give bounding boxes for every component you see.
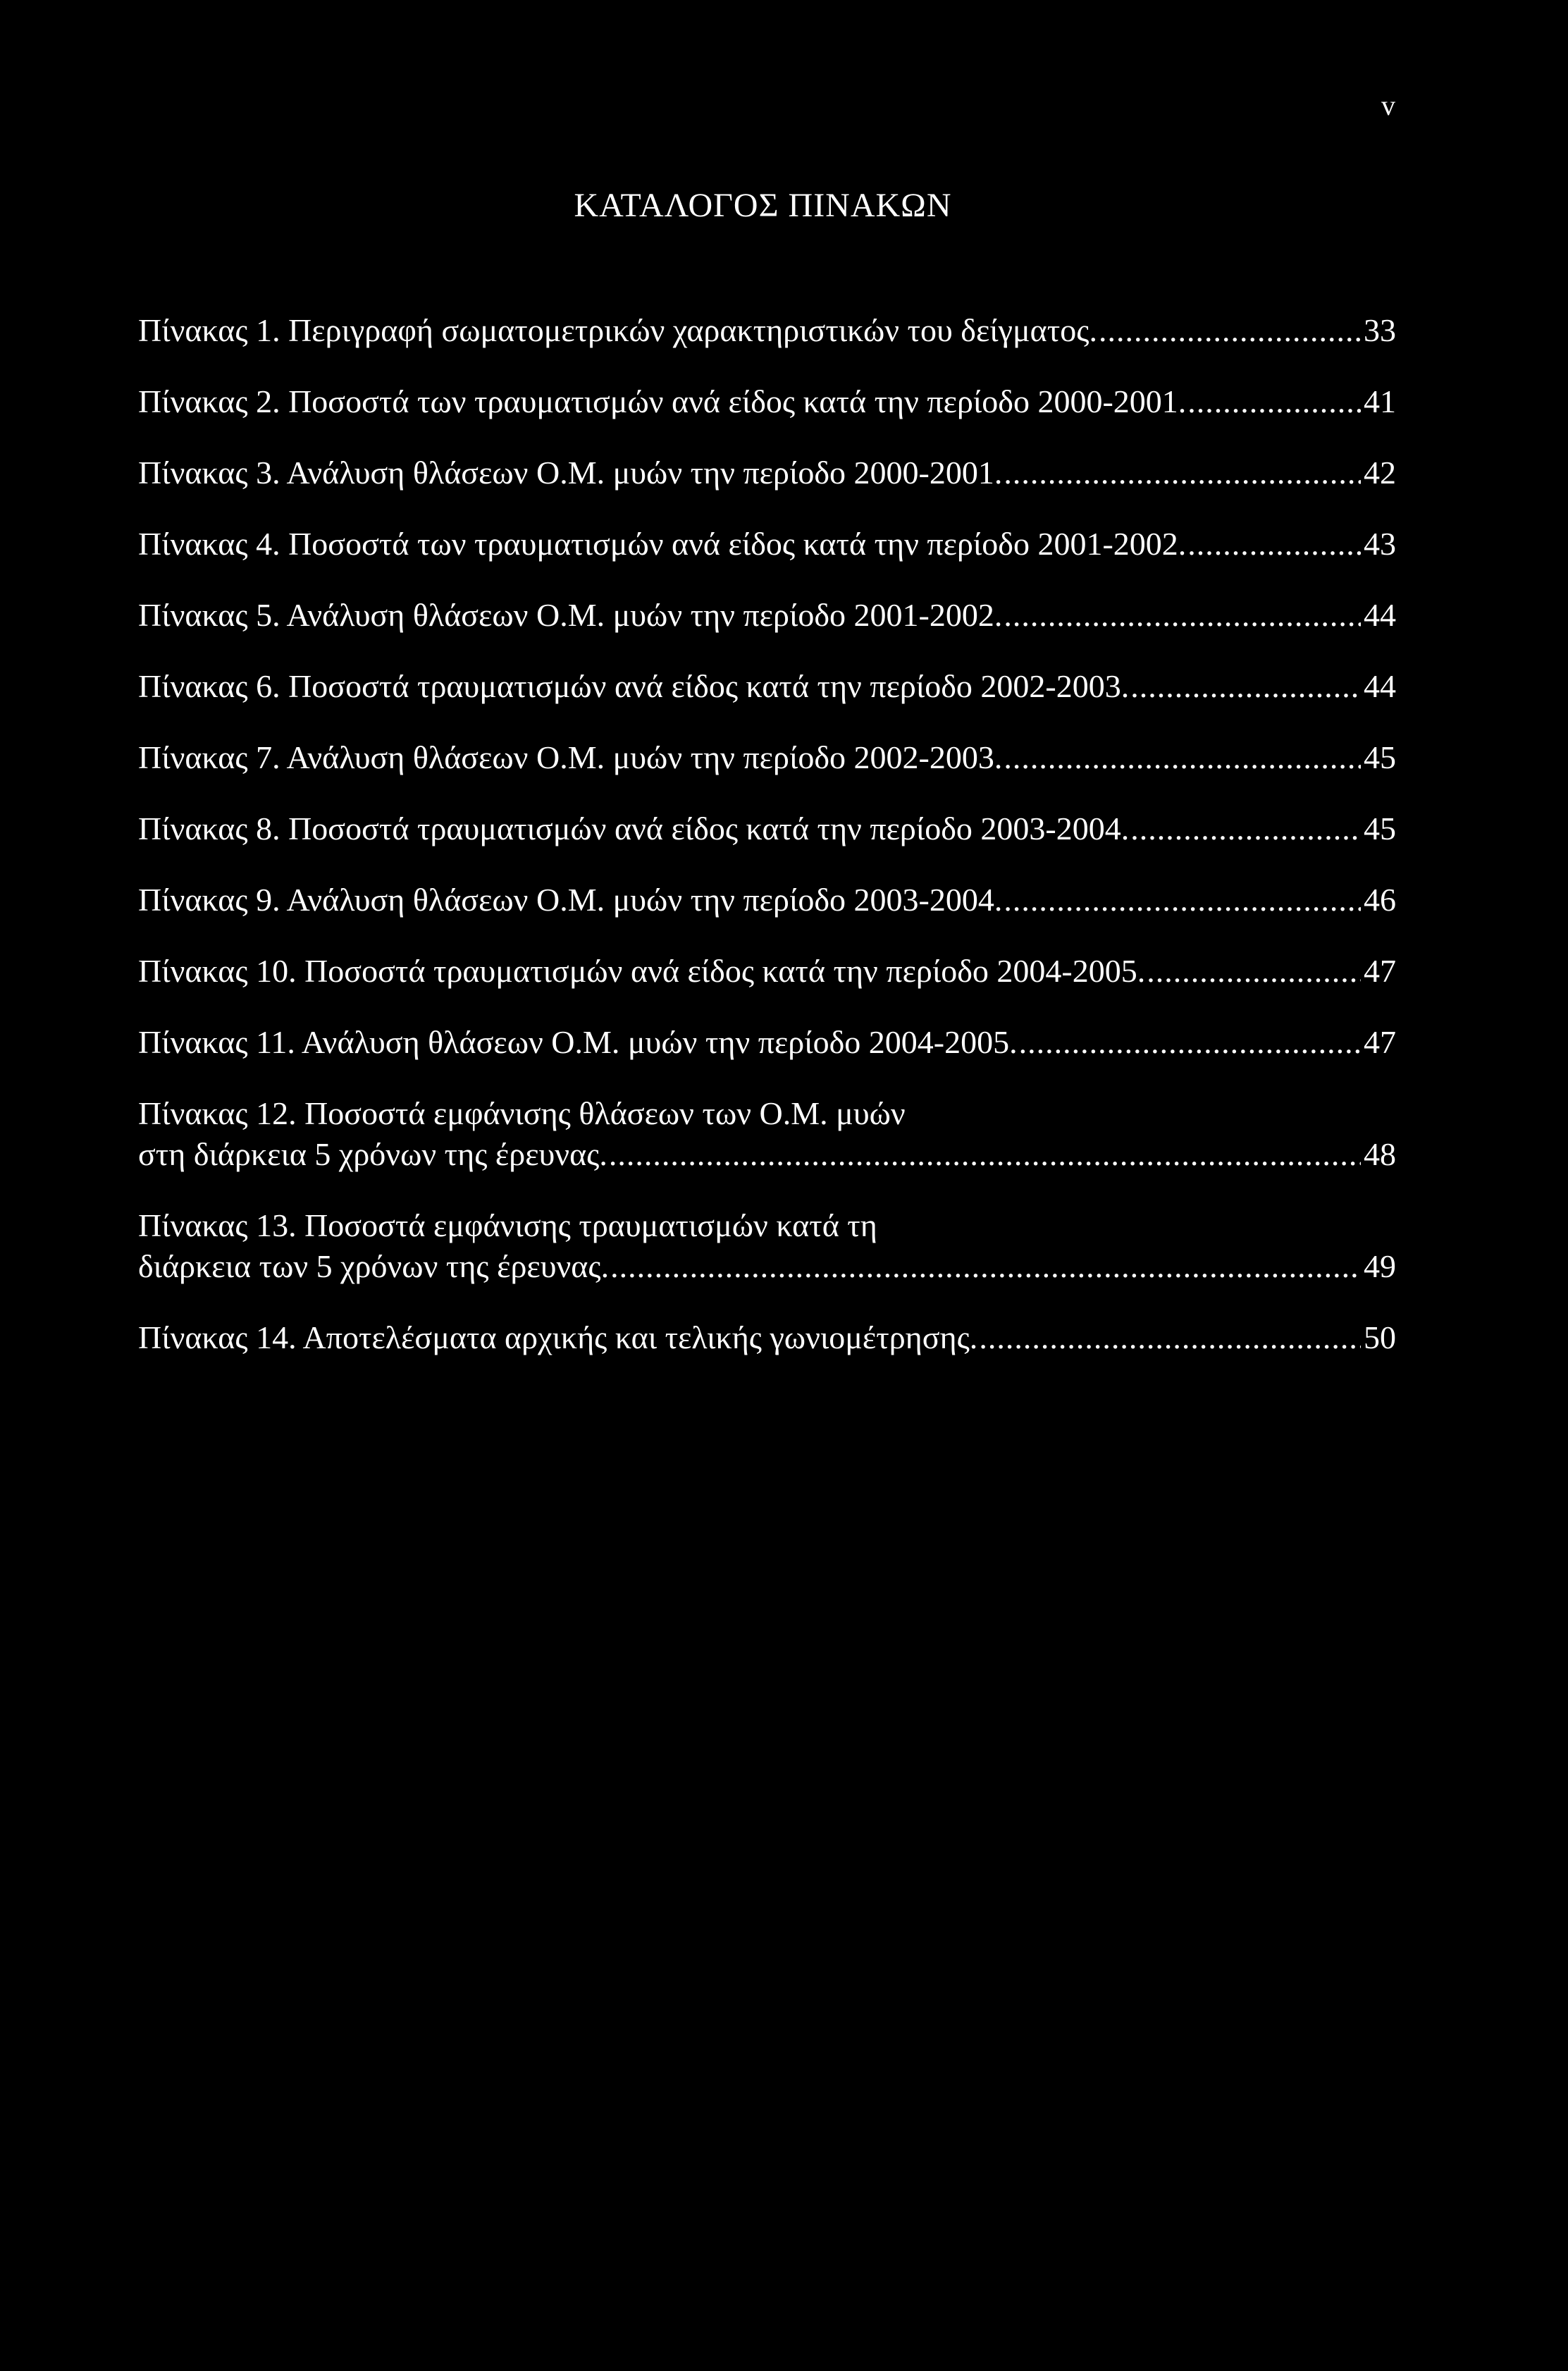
entry-title: στη διάρκεια 5 χρόνων της έρευνας.: [138, 1136, 607, 1172]
entry-title-first-line: Πίνακας 13. Ποσοστά εμφάνισης τραυματισμών κατά τη: [138, 1207, 877, 1243]
list-item: [138, 1317, 1396, 1358]
page-title: ΚΑΤΑΛΟΓΟΣ ΠΙΝΑΚΩΝ: [574, 187, 952, 224]
list-item: [138, 951, 1396, 992]
list-item: [138, 1205, 1396, 1287]
dot-leader: [1099, 310, 1361, 351]
page-number: v: [1381, 90, 1395, 121]
dot-leader: [1187, 524, 1361, 565]
entry-page: 45: [1364, 739, 1396, 775]
entry-title: Πίνακας 1. Περιγραφή σωματομετρικών χαρακτηριστικών του δείγματος.: [138, 312, 1097, 348]
list-item: [138, 808, 1396, 849]
entry-title: Πίνακας 11. Ανάλυση θλάσεων Ο.Μ. μυών την περίοδο 2004-2005.: [138, 1024, 1018, 1060]
entry-page: 46: [1364, 882, 1396, 918]
list-item: [138, 524, 1396, 565]
entry-title: Πίνακας 5. Ανάλυση θλάσεων Ο.Μ. μυών την περίοδο 2001-2002.: [138, 597, 1003, 633]
entry-page: 44: [1364, 597, 1396, 633]
entry-page: 48: [1364, 1136, 1396, 1172]
entry-title-first-line: Πίνακας 12. Ποσοστά εμφάνισης θλάσεων των Ο.Μ. μυών: [138, 1095, 906, 1131]
entry-page: 47: [1364, 1024, 1396, 1060]
entry-title: διάρκεια των 5 χρόνων της έρευνας.: [138, 1248, 610, 1284]
list-item: [138, 737, 1396, 778]
entry-page: 49: [1364, 1248, 1396, 1284]
entry-page: 50: [1364, 1319, 1396, 1355]
dot-leader: [1130, 666, 1361, 707]
entry-page: 33: [1364, 312, 1396, 348]
dot-leader: [979, 1317, 1361, 1358]
dot-leader: [1130, 808, 1361, 849]
entry-title: Πίνακας 14. Αποτελέσματα αρχικής και τελικής γωνιομέτρησης.: [138, 1319, 978, 1355]
list-item: [138, 310, 1396, 351]
list-item: [138, 381, 1396, 422]
entry-title: Πίνακας 8. Ποσοστά τραυματισμών ανά είδος κατά την περίοδο 2003-2004.: [138, 811, 1130, 846]
entry-title: Πίνακας 4. Ποσοστά των τραυματισμών ανά είδος κατά την περίοδο 2001-2002.: [138, 526, 1187, 562]
list-item: [138, 595, 1396, 636]
entry-page: 44: [1364, 668, 1396, 704]
table-list: [138, 310, 1396, 1388]
list-item: [138, 452, 1396, 493]
dot-leader: [610, 1246, 1361, 1287]
entry-title: Πίνακας 9. Ανάλυση θλάσεων Ο.Μ. μυών την περίοδο 2003-2004.: [138, 882, 1003, 918]
dot-leader: [1004, 737, 1361, 778]
entry-page: 42: [1364, 455, 1396, 491]
entry-title: Πίνακας 7. Ανάλυση θλάσεων Ο.Μ. μυών την περίοδο 2002-2003.: [138, 739, 1003, 775]
dot-leader: [1187, 381, 1361, 422]
list-item: [138, 880, 1396, 920]
list-item: [138, 1022, 1396, 1063]
entry-page: 43: [1364, 526, 1396, 562]
entry-title: Πίνακας 3. Ανάλυση θλάσεων Ο.Μ. μυών την περίοδο 2000-2001.: [138, 455, 1003, 491]
entry-title: Πίνακας 10. Ποσοστά τραυματισμών ανά είδος κατά την περίοδο 2004-2005.: [138, 953, 1146, 989]
entry-title: Πίνακας 6. Ποσοστά τραυματισμών ανά είδος κατά την περίοδο 2002-2003.: [138, 668, 1130, 704]
entry-page: 45: [1364, 811, 1396, 846]
dot-leader: [609, 1134, 1361, 1175]
list-item: [138, 666, 1396, 707]
dot-leader: [1004, 880, 1361, 920]
entry-page: 47: [1364, 953, 1396, 989]
dot-leader: [1004, 595, 1361, 636]
dot-leader: [1147, 951, 1361, 992]
list-item: [138, 1093, 1396, 1175]
entry-title: Πίνακας 2. Ποσοστά των τραυματισμών ανά είδος κατά την περίοδο 2000-2001.: [138, 383, 1187, 419]
dot-leader: [1004, 452, 1361, 493]
entry-page: 41: [1364, 383, 1396, 419]
dot-leader: [1019, 1022, 1361, 1063]
